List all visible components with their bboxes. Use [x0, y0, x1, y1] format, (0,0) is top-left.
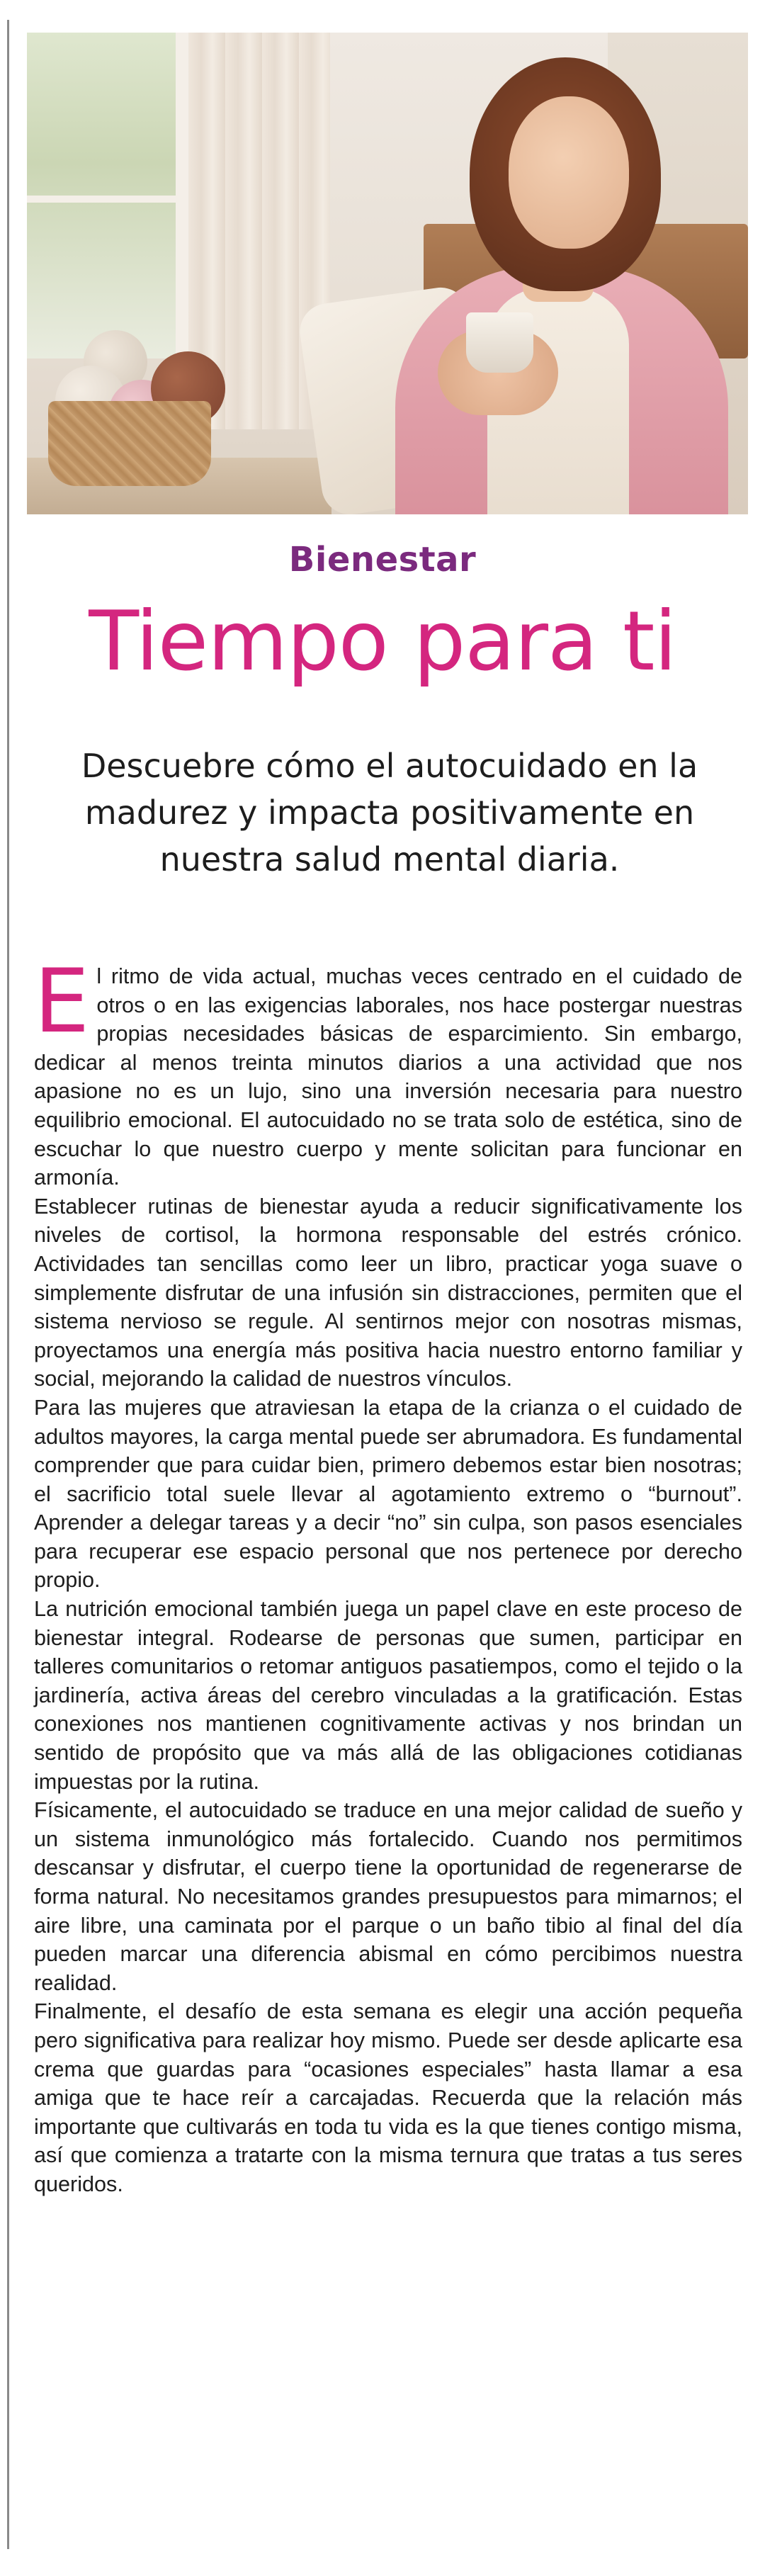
column-rule — [7, 20, 9, 2549]
paragraph: Establecer rutinas de bienestar ayuda a reducir significativamente los niveles de cortisol, la hormona responsable del estrés crónico. Actividades tan sencillas como leer un libro, practicar yoga suave o simplemente disfrutar de una infusión sin distracciones, permiten que el sistema nervioso se regule. Al sentirnos mejor con nosotras mismas, proyectamos una energía más positiva hacia nuestro entorno familiar y social, mejorando la calidad de nuestros vínculos. — [34, 1194, 742, 1391]
hero-photo — [27, 33, 748, 514]
section-kicker: Bienestar — [288, 540, 477, 580]
paragraph: Físicamente, el autocuidado se traduce en una mejor calidad de sueño y un sistema inmunológico más fortalecido. Cuando nos permitimos descansar y disfrutar, el cuerpo tiene la oportunidad de regenerarse de forma natural. No necesitamos grandes presupuestos para mimarnos; el aire libre, una caminata por el parque o un baño tibio al final del día pueden marcar una diferencia abismal en cómo percibimos nuestra realidad. — [34, 1798, 742, 1995]
article-body — [34, 951, 742, 2199]
paragraph: Finalmente, el desafío de esta semana es elegir una acción pequeña pero significativa para realizar hoy mismo. Puede ser desde aplicarte esa crema que guardas para “ocasiones especiales” hasta llamar a esa amiga que te hace reír a carcajadas. Recuerda que la relación más importante que cultivarás en toda tu vida es la que tienes contigo misma, así que comienza a tratarte con la misma ternura que tratas a tus seres queridos. — [34, 1999, 742, 2196]
window-illustration — [27, 33, 188, 358]
paragraph: La nutrición emocional también juega un papel clave en este proceso de bienestar integral. Rodearse de personas que sumen, participar en talleres comunitarios o retomar antiguos pasatiempos, como el tejido o la jardinería, activa áreas del cerebro vinculadas a la gratificación. Estas conexiones nos mantienen cognitivamente activas y nos brindan un sentido de propósito que va más allá de las obligaciones cotidianas impuestas por la rutina. — [34, 1597, 742, 1794]
article-subtitle: Descuebre cómo el autocuidado en la madurez y impacta positivamente en nuestra salud mental diaria. — [81, 747, 698, 879]
paragraph: Para las mujeres que atraviesan la etapa de la crianza o el cuidado de adultos mayores, la carga mental puede ser abrumadora. Es fundamental comprender que para cuidar bien, primero debemos estar bien nosotras; el sacrificio total suele llevar al agotamiento extremo o “burnout”. Aprender a delegar tareas y a decir “no” sin culpa, son pasos esenciales para recuperar ese espacio personal que nos pertenece por derecho propio. — [34, 1395, 742, 1593]
woman-face — [509, 96, 629, 249]
paragraph: El ritmo de vida actual, muchas veces centrado en el cuidado de otros o en las exigencias laborales, nos hace postergar nuestras propias necesidades básicas de esparcimiento. Sin embargo, dedicar al menos treinta minutos diarios a una actividad que nos apasione no es un lujo, sino una inversión necesaria para nuestro equilibrio emocional. El autocuidado no se trata solo de estética, sino de escuchar lo que nuestro cuerpo y mente solicitan para funcionar en armonía. — [34, 951, 742, 1190]
drop-cap: E — [34, 951, 90, 1053]
mug-illustration — [466, 312, 533, 373]
basket-illustration — [48, 401, 211, 486]
article-title: Tiempo para ti — [89, 594, 676, 689]
